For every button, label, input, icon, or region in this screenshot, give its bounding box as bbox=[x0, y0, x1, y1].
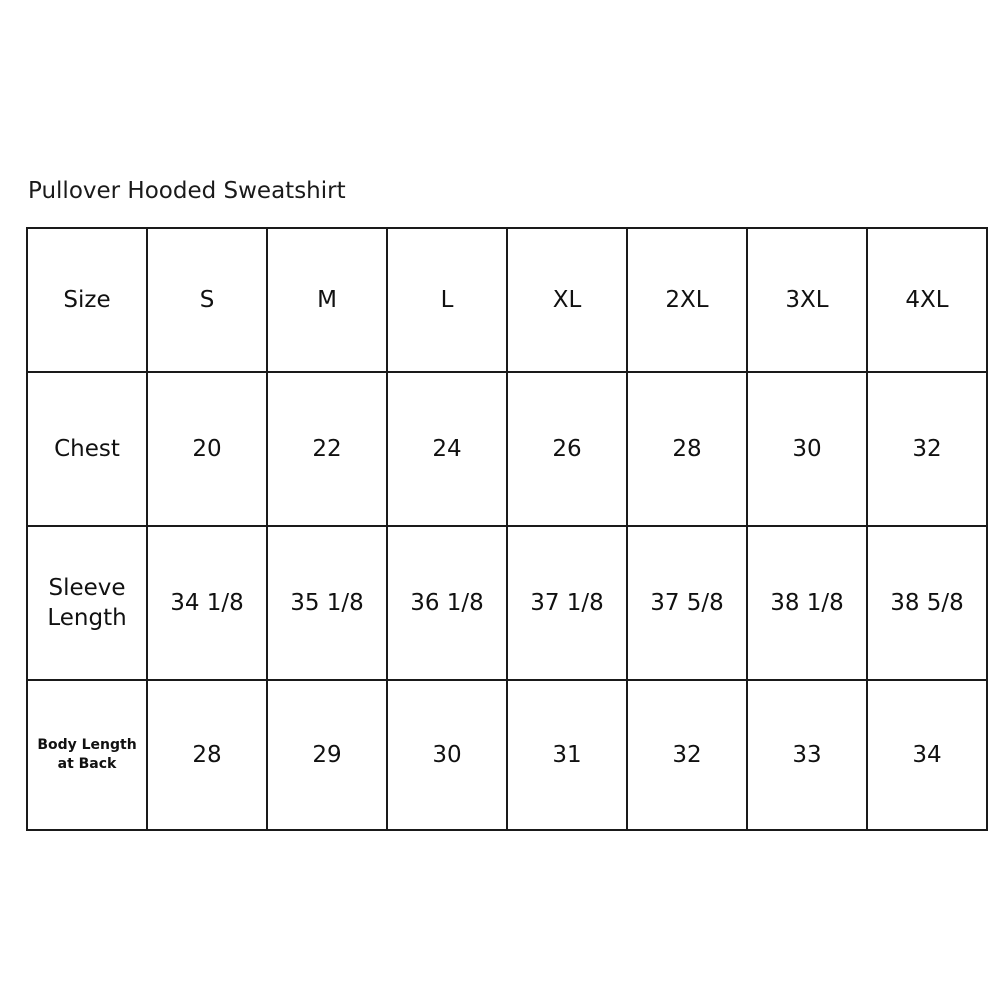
row-label-body-line1: Body Length bbox=[37, 737, 137, 753]
cell-body-4xl: 34 bbox=[867, 680, 987, 830]
cell-body-2xl: 32 bbox=[627, 680, 747, 830]
header-cell-3xl: 3XL bbox=[747, 228, 867, 372]
table-row bbox=[27, 372, 987, 526]
table-header-row bbox=[27, 228, 987, 372]
row-label-sleeve-length bbox=[27, 526, 147, 680]
row-label-sleeve-line1: Sleeve bbox=[48, 575, 126, 601]
header-cell-l: L bbox=[387, 228, 507, 372]
cell-body-m: 29 bbox=[267, 680, 387, 830]
cell-body-3xl: 33 bbox=[747, 680, 867, 830]
cell-chest-s: 20 bbox=[147, 372, 267, 526]
row-label-chest: Chest bbox=[27, 372, 147, 526]
cell-body-l: 30 bbox=[387, 680, 507, 830]
cell-chest-xl: 26 bbox=[507, 372, 627, 526]
cell-sleeve-xl: 37 1/8 bbox=[507, 526, 627, 680]
cell-body-xl: 31 bbox=[507, 680, 627, 830]
cell-chest-2xl: 28 bbox=[627, 372, 747, 526]
cell-body-s: 28 bbox=[147, 680, 267, 830]
cell-sleeve-m: 35 1/8 bbox=[267, 526, 387, 680]
cell-sleeve-s: 34 1/8 bbox=[147, 526, 267, 680]
header-cell-s: S bbox=[147, 228, 267, 372]
cell-chest-4xl: 32 bbox=[867, 372, 987, 526]
row-label-body-line2: at Back bbox=[57, 756, 117, 772]
cell-sleeve-2xl: 37 5/8 bbox=[627, 526, 747, 680]
row-label-body-length-at-back bbox=[27, 680, 147, 830]
cell-chest-m: 22 bbox=[267, 372, 387, 526]
cell-chest-l: 24 bbox=[387, 372, 507, 526]
page-title: Pullover Hooded Sweatshirt bbox=[28, 178, 346, 204]
cell-sleeve-4xl: 38 5/8 bbox=[867, 526, 987, 680]
header-cell-2xl: 2XL bbox=[627, 228, 747, 372]
header-cell-m: M bbox=[267, 228, 387, 372]
header-cell-xl: XL bbox=[507, 228, 627, 372]
cell-sleeve-3xl: 38 1/8 bbox=[747, 526, 867, 680]
cell-sleeve-l: 36 1/8 bbox=[387, 526, 507, 680]
table-row bbox=[27, 680, 987, 830]
header-cell-4xl: 4XL bbox=[867, 228, 987, 372]
row-label-sleeve-line2: Length bbox=[47, 605, 127, 631]
header-cell-size: Size bbox=[27, 228, 147, 372]
table-row bbox=[27, 526, 987, 680]
cell-chest-3xl: 30 bbox=[747, 372, 867, 526]
size-chart-table bbox=[26, 227, 988, 831]
